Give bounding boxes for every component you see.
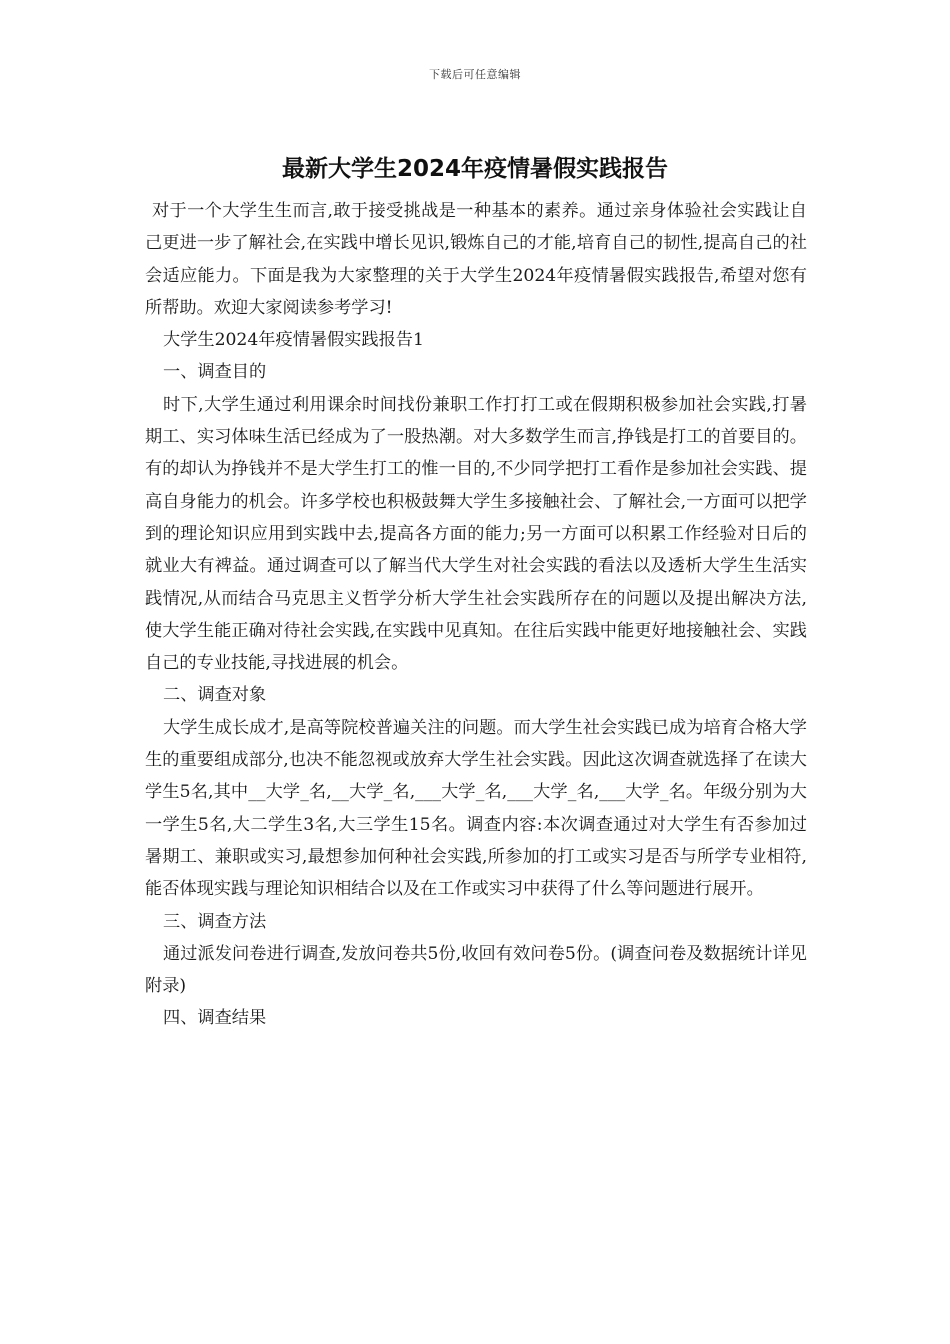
section-heading-subjects: 二、调查对象 <box>163 685 267 706</box>
header-note: 下载后可任意编辑 <box>429 68 521 81</box>
section-heading-results: 四、调查结果 <box>163 1008 267 1029</box>
section-body-subjects: 大学生成长成才,是高等院校普遍关注的问题。而大学生社会实践已成为培育合格大学生的重要组成部分,也决不能忽视或放弃大学生社会实践。因此这次调查就选择了在读大学生5名,其中__大学_名,__大学_名,___大学_名,___大学_名,___大学_名。年级分别为大一学生5名,大二学生3名,大三学生15名。调查内容:本次调查通过对大学生有否参加过暑期工、兼职或实习,最想参加何种社会实践,所参加的打工或实习是否与所学专业相符,能否体现实践与理论知识相结合以及在工作或实习中获得了什么等问题进行展开。 <box>145 717 807 900</box>
section-body-purpose: 时下,大学生通过利用课余时间找份兼职工作打打工或在假期积极参加社会实践,打暑期工、实习体味生活已经成为了一股热潮。对大多数学生而言,挣钱是打工的首要目的。有的却认为挣钱并不是大学生打工的惟一目的,不少同学把打工看作是参加社会实践、提高自身能力的机会。许多学校也积极鼓舞大学生多接触社会、了解社会,一方面可以把学到的理论知识应用到实践中去,提高各方面的能力;另一方面可以积累工作经验对日后的就业大有裨益。通过调查可以了解当代大学生对社会实践的看法以及透析大学生生活实践情况,从而结合马克思主义哲学分析大学生社会实践所存在的问题以及提出解决方法,使大学生能正确对待社会实践,在实践中见真知。在往后实践中能更好地接触社会、实践自己的专业技能,寻找进展的机会。 <box>145 394 807 674</box>
section-heading-purpose: 一、调查目的 <box>163 362 267 383</box>
section-body-method: 通过派发问卷进行调查,发放问卷共5份,收回有效问卷5份。(调查问卷及数据统计详见附录) <box>145 943 807 997</box>
intro-paragraph: 对于一个大学生生而言,敢于接受挑战是一种基本的素养。通过亲身体验社会实践让自己更进一步了解社会,在实践中增长见识,锻炼自己的才能,培育自己的韧性,提高自己的社会适应能力。下面是我为大家整理的关于大学生2024年疫情暑假实践报告,希望对您有所帮助。欢迎大家阅读参考学习! <box>145 201 807 318</box>
report-subtitle: 大学生2024年疫情暑假实践报告1 <box>163 330 424 351</box>
document-body <box>145 195 807 1035</box>
section-heading-method: 三、调查方法 <box>163 911 267 932</box>
document-title: 最新大学生2024年疫情暑假实践报告 <box>281 156 668 182</box>
